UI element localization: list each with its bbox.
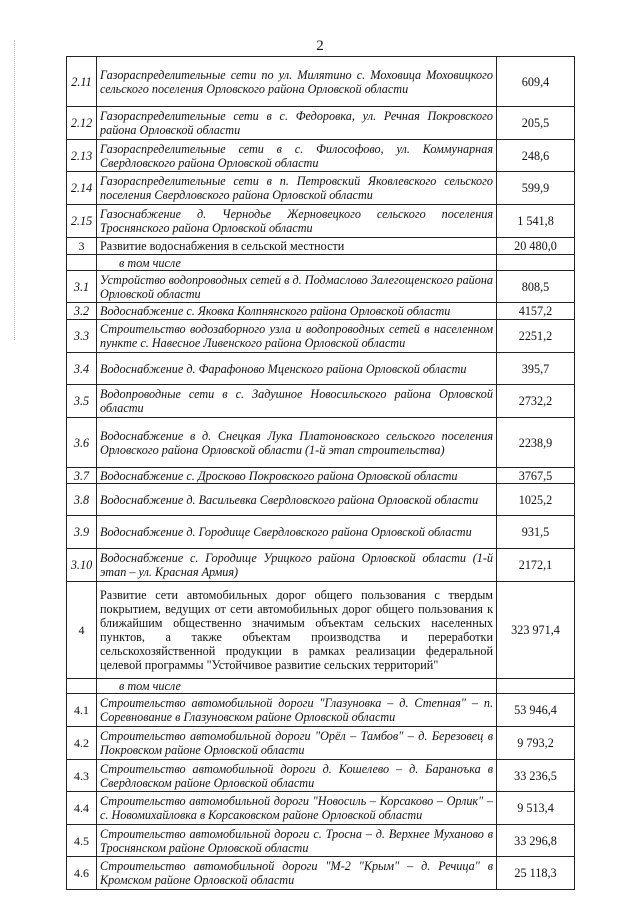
row-description: Газораспределительные сети в с. Федоровка, ул. Речная Покровского района Орловской области xyxy=(97,107,497,140)
program-table-body xyxy=(67,57,575,890)
table-row xyxy=(67,679,575,694)
table-row xyxy=(67,694,575,727)
row-description: Водопроводные сети в с. Задушное Новосильского района Орловской области xyxy=(97,385,497,418)
row-number: 3.4 xyxy=(67,353,97,385)
row-number: 3.5 xyxy=(67,385,97,418)
row-number: 2.12 xyxy=(67,107,97,140)
table-row xyxy=(67,385,575,418)
table-row xyxy=(67,760,575,792)
row-value: 599,9 xyxy=(497,172,575,205)
row-description: Строительство автомобильной дороги "Новосиль – Корсаково – Орлик" – с. Новомихайловка в Корсаковском районе Орловской области xyxy=(97,792,497,825)
row-value: 9 793,2 xyxy=(497,727,575,760)
row-description: Строительство автомобильной дороги д. Кошелево – д. Бараноъка в Свердловском районе Орловской области xyxy=(97,760,497,792)
program-table xyxy=(66,56,575,890)
row-description: Строительство автомобильной дороги "М-2 "Крым" – д. Речица" в Кромском районе Орловской области xyxy=(97,857,497,890)
row-value: 33 236,5 xyxy=(497,760,575,792)
row-number: 2.14 xyxy=(67,172,97,205)
table-row xyxy=(67,582,575,679)
row-description: Водоснабжение д. Васильевка Свердловского района Орловской области xyxy=(97,484,497,516)
row-description: Устройство водопроводных сетей в д. Подмаслово Залегощенского района Орловской области xyxy=(97,271,497,303)
table-row xyxy=(67,792,575,825)
table-row xyxy=(67,549,575,582)
row-value: 395,7 xyxy=(497,353,575,385)
row-description: в том числе xyxy=(97,255,497,271)
row-number xyxy=(67,679,97,694)
row-number: 3.7 xyxy=(67,468,97,484)
row-value: 1 541,8 xyxy=(497,205,575,238)
row-description: Водоснабжение д. Городище Свердловского района Орловской области xyxy=(97,516,497,549)
table-row xyxy=(67,57,575,107)
table-row xyxy=(67,238,575,255)
table-row xyxy=(67,727,575,760)
row-description: Строительство автомобильной дороги с. Тросна – д. Верхнее Муханово в Троснянском районе Орловской области xyxy=(97,825,497,857)
row-value: 20 480,0 xyxy=(497,238,575,255)
row-description: Строительство водозаборного узла и водопроводных сетей в населенном пункте с. Навесное Ливенского района Орловской области xyxy=(97,320,497,353)
row-number: 2.15 xyxy=(67,205,97,238)
row-description: Развитие водоснабжения в сельской местности xyxy=(97,238,497,255)
table-row xyxy=(67,516,575,549)
row-number: 4.3 xyxy=(67,760,97,792)
table-row xyxy=(67,140,575,172)
row-number: 3.10 xyxy=(67,549,97,582)
row-value: 609,4 xyxy=(497,57,575,107)
row-description: Строительство автомобильной дороги "Орёл – Тамбов" – д. Березовец в Покровском районе Орловской области xyxy=(97,727,497,760)
row-number: 4.5 xyxy=(67,825,97,857)
table-row xyxy=(67,303,575,320)
row-value: 2732,2 xyxy=(497,385,575,418)
row-description: Газораспределительные сети в п. Петровский Яковлевского сельского поселения Свердловского района Орловской области xyxy=(97,172,497,205)
row-number: 4.2 xyxy=(67,727,97,760)
row-description: Водоснабжение с. Яковка Колпнянского района Орловской области xyxy=(97,303,497,320)
row-number: 2.11 xyxy=(67,57,97,107)
table-row xyxy=(67,468,575,484)
row-value: 808,5 xyxy=(497,271,575,303)
row-number: 3.8 xyxy=(67,484,97,516)
row-value xyxy=(497,255,575,271)
row-value: 9 513,4 xyxy=(497,792,575,825)
table-row xyxy=(67,353,575,385)
row-number: 4 xyxy=(67,582,97,679)
row-value: 931,5 xyxy=(497,516,575,549)
row-value: 248,6 xyxy=(497,140,575,172)
table-row xyxy=(67,255,575,271)
page-number: 2 xyxy=(316,38,324,54)
row-description: Газораспределительные сети в с. Философово, ул. Коммунарная Свердловского района Орловской области xyxy=(97,140,497,172)
row-number: 4.1 xyxy=(67,694,97,727)
row-value: 323 971,4 xyxy=(497,582,575,679)
row-number: 3.1 xyxy=(67,271,97,303)
row-description: Газораспределительные сети по ул. Милятино с. Моховица Моховицкого сельского поселения Орловского района Орловской области xyxy=(97,57,497,107)
row-description: Строительство автомобильной дороги "Глазуновка – д. Степная" – п. Соревнование в Глазуновском районе Орловской области xyxy=(97,694,497,727)
row-value: 33 296,8 xyxy=(497,825,575,857)
table-row xyxy=(67,271,575,303)
row-number: 4.6 xyxy=(67,857,97,890)
row-value: 2172,1 xyxy=(497,549,575,582)
margin-binding-dots xyxy=(14,40,16,340)
row-value: 3767,5 xyxy=(497,468,575,484)
table-row xyxy=(67,418,575,468)
row-number: 2.13 xyxy=(67,140,97,172)
row-description: Водоснабжение с. Городище Урицкого района Орловской области (1-й этап – ул. Красная Армия) xyxy=(97,549,497,582)
row-number: 3.6 xyxy=(67,418,97,468)
row-number xyxy=(67,255,97,271)
row-value: 1025,2 xyxy=(497,484,575,516)
row-number: 3.3 xyxy=(67,320,97,353)
table-row xyxy=(67,172,575,205)
row-description: Водоснабжение с. Дросково Покровского района Орловской области xyxy=(97,468,497,484)
row-value: 2251,2 xyxy=(497,320,575,353)
table-row xyxy=(67,107,575,140)
row-description: Водоснабжение в д. Снецкая Лука Платоновского сельского поселения Орловского района Орловской области (1-й этап строительства) xyxy=(97,418,497,468)
table-row xyxy=(67,857,575,890)
row-description: Газоснабжение д. Чернодье Жерновецкого сельского поселения Троснянского района Орловской области xyxy=(97,205,497,238)
row-value: 4157,2 xyxy=(497,303,575,320)
row-description: Водоснабжение д. Фарафоново Мценского района Орловской области xyxy=(97,353,497,385)
row-value: 53 946,4 xyxy=(497,694,575,727)
row-description: в том числе xyxy=(97,679,497,694)
row-value: 205,5 xyxy=(497,107,575,140)
table-row xyxy=(67,825,575,857)
table-row xyxy=(67,484,575,516)
row-value xyxy=(497,679,575,694)
table-row xyxy=(67,205,575,238)
row-description: Развитие сети автомобильных дорог общего пользования с твердым покрытием, ведущих от сети автомобильных дорог общего пользования к ближайшим общественно значимым объектам сельских населенных пунктов, а также объектам производства и переработки сельскохозяйственной продукции в рамках реализации федеральной целевой программы "Устойчивое развитие сельских территорий" xyxy=(97,582,497,679)
row-number: 3.9 xyxy=(67,516,97,549)
table-row xyxy=(67,320,575,353)
row-value: 2238,9 xyxy=(497,418,575,468)
row-value: 25 118,3 xyxy=(497,857,575,890)
row-number: 4.4 xyxy=(67,792,97,825)
row-number: 3 xyxy=(67,238,97,255)
row-number: 3.2 xyxy=(67,303,97,320)
